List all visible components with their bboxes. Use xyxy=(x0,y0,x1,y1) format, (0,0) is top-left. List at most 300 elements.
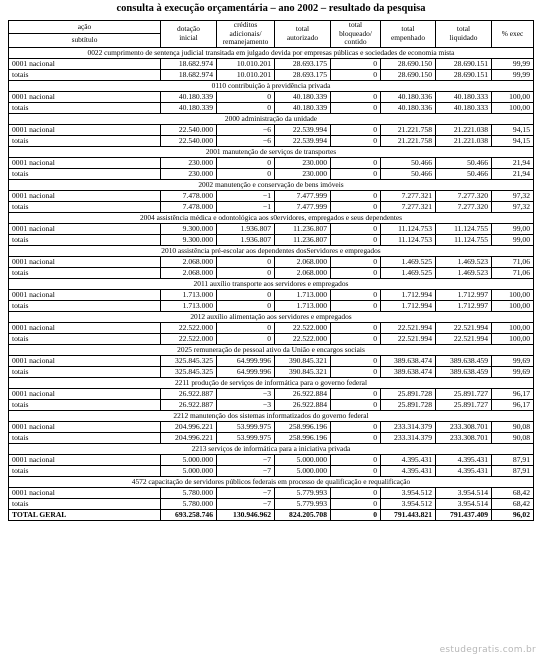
section-header-row xyxy=(9,113,534,124)
cell-dotacao: 5.780.000 xyxy=(161,487,217,498)
cell-bloqueado: 0 xyxy=(331,487,381,498)
section-header-row xyxy=(9,443,534,454)
section-header-row xyxy=(9,476,534,487)
cell-autorizado: 5.779.993 xyxy=(275,487,331,498)
table-row-nacional xyxy=(9,421,534,432)
cell-exec: 90,08 xyxy=(492,432,534,443)
table-row-totais xyxy=(9,333,534,344)
cell-subtitulo: 0001 nacional xyxy=(9,454,161,465)
cell-creditos: 1.936.807 xyxy=(217,223,275,234)
cell-exec: 97,32 xyxy=(492,201,534,212)
cell-autorizado: 824.205.708 xyxy=(275,509,331,520)
cell-bloqueado: 0 xyxy=(331,135,381,146)
cell-creditos: −7 xyxy=(217,465,275,476)
cell-bloqueado: 0 xyxy=(331,102,381,113)
cell-exec: 100,00 xyxy=(492,102,534,113)
cell-autorizado: 7.477.999 xyxy=(275,201,331,212)
cell-creditos: 10.010.201 xyxy=(217,58,275,69)
cell-liquidado: 25.891.727 xyxy=(436,388,492,399)
cell-dotacao: 5.000.000 xyxy=(161,454,217,465)
cell-subtitulo: 0001 nacional xyxy=(9,223,161,234)
cell-autorizado: 22.539.994 xyxy=(275,135,331,146)
cell-exec: 100,00 xyxy=(492,289,534,300)
cell-autorizado: 5.000.000 xyxy=(275,454,331,465)
table-row-nacional xyxy=(9,190,534,201)
table-row-nacional xyxy=(9,487,534,498)
header-empenhado: total empenhado xyxy=(381,21,436,48)
cell-subtitulo: totais xyxy=(9,135,161,146)
cell-dotacao: 230.000 xyxy=(161,157,217,168)
cell-dotacao: 5.000.000 xyxy=(161,465,217,476)
cell-creditos: 0 xyxy=(217,322,275,333)
table-row-nacional xyxy=(9,388,534,399)
cell-bloqueado: 0 xyxy=(331,124,381,135)
cell-bloqueado: 0 xyxy=(331,454,381,465)
cell-creditos: 0 xyxy=(217,333,275,344)
table-row-nacional xyxy=(9,355,534,366)
cell-subtitulo: 0001 nacional xyxy=(9,157,161,168)
cell-subtitulo: totais xyxy=(9,168,161,179)
section-acao-label: 2213 serviços de informática para a iniciativa privada xyxy=(9,443,534,454)
cell-dotacao: 230.000 xyxy=(161,168,217,179)
cell-creditos: 64.999.996 xyxy=(217,366,275,377)
cell-bloqueado: 0 xyxy=(331,498,381,509)
cell-liquidado: 7.277.320 xyxy=(436,190,492,201)
header-subtitulo: subtítulo xyxy=(9,34,161,47)
section-acao-label: 0022 cumprimento de sentença judicial transitada em julgado devida por empresas públicas e sociedades de economia mista xyxy=(9,47,534,58)
cell-empenhado: 22.521.994 xyxy=(381,333,436,344)
cell-subtitulo: totais xyxy=(9,432,161,443)
cell-bloqueado: 0 xyxy=(331,355,381,366)
section-header-row xyxy=(9,146,534,157)
cell-dotacao: 22.540.000 xyxy=(161,124,217,135)
cell-dotacao: 26.922.887 xyxy=(161,388,217,399)
cell-subtitulo: 0001 nacional xyxy=(9,91,161,102)
cell-exec: 99,69 xyxy=(492,355,534,366)
cell-subtitulo: 0001 nacional xyxy=(9,256,161,267)
cell-autorizado: 40.180.339 xyxy=(275,91,331,102)
cell-creditos: 53.999.975 xyxy=(217,421,275,432)
header-creditos: créditos adicionais/ remanejamento xyxy=(217,21,275,48)
cell-autorizado: 230.000 xyxy=(275,157,331,168)
section-header-row xyxy=(9,212,534,223)
cell-bloqueado: 0 xyxy=(331,432,381,443)
cell-bloqueado: 0 xyxy=(331,58,381,69)
cell-subtitulo: totais xyxy=(9,366,161,377)
cell-creditos: −7 xyxy=(217,454,275,465)
cell-exec: 21,94 xyxy=(492,157,534,168)
cell-autorizado: 2.068.000 xyxy=(275,256,331,267)
cell-exec: 96,02 xyxy=(492,509,534,520)
section-header-row xyxy=(9,410,534,421)
cell-exec: 97,32 xyxy=(492,190,534,201)
table-row-totais xyxy=(9,267,534,278)
section-acao-label: 2011 auxílio transporte aos servidores e empregados xyxy=(9,278,534,289)
cell-liquidado: 4.395.431 xyxy=(436,465,492,476)
section-acao-label: 2025 remuneração de pessoal ativo da União e encargos sociais xyxy=(9,344,534,355)
total-geral-row xyxy=(9,509,534,520)
cell-creditos: −1 xyxy=(217,201,275,212)
cell-creditos: −3 xyxy=(217,399,275,410)
cell-autorizado: 22.522.000 xyxy=(275,333,331,344)
cell-bloqueado: 0 xyxy=(331,69,381,80)
cell-exec: 100,00 xyxy=(492,91,534,102)
cell-creditos: −1 xyxy=(217,190,275,201)
cell-exec: 94,15 xyxy=(492,124,534,135)
cell-exec: 87,91 xyxy=(492,465,534,476)
cell-bloqueado: 0 xyxy=(331,399,381,410)
cell-autorizado: 390.845.321 xyxy=(275,366,331,377)
cell-empenhado: 3.954.512 xyxy=(381,487,436,498)
cell-empenhado: 233.314.379 xyxy=(381,421,436,432)
cell-creditos: −6 xyxy=(217,135,275,146)
cell-autorizado: 258.996.196 xyxy=(275,421,331,432)
cell-dotacao: 1.713.000 xyxy=(161,300,217,311)
cell-creditos: 0 xyxy=(217,91,275,102)
cell-subtitulo: 0001 nacional xyxy=(9,388,161,399)
section-acao-label: 2001 manutenção de serviços de transportes xyxy=(9,146,534,157)
cell-subtitulo: totais xyxy=(9,102,161,113)
section-acao-label: 2000 administração da unidade xyxy=(9,113,534,124)
cell-empenhado: 389.638.474 xyxy=(381,355,436,366)
table-body xyxy=(9,47,534,509)
cell-exec: 99,00 xyxy=(492,234,534,245)
table-row-nacional xyxy=(9,454,534,465)
cell-bloqueado: 0 xyxy=(331,157,381,168)
cell-liquidado: 4.395.431 xyxy=(436,454,492,465)
cell-dotacao: 204.996.221 xyxy=(161,421,217,432)
section-header-row xyxy=(9,344,534,355)
cell-dotacao: 40.180.339 xyxy=(161,102,217,113)
cell-autorizado: 26.922.884 xyxy=(275,388,331,399)
cell-empenhado: 4.395.431 xyxy=(381,454,436,465)
table-row-totais xyxy=(9,498,534,509)
cell-liquidado: 1.712.997 xyxy=(436,300,492,311)
watermark: estudegratis.com.br xyxy=(439,645,536,655)
cell-dotacao: 5.780.000 xyxy=(161,498,217,509)
cell-subtitulo: totais xyxy=(9,201,161,212)
cell-autorizado: 11.236.807 xyxy=(275,223,331,234)
cell-exec: 87,91 xyxy=(492,454,534,465)
section-acao-label: 2211 produção de serviços de informática para o governo federal xyxy=(9,377,534,388)
cell-empenhado: 11.124.753 xyxy=(381,234,436,245)
cell-dotacao: 40.180.339 xyxy=(161,91,217,102)
section-acao-label: 2002 manutenção e conservação de bens imóveis xyxy=(9,179,534,190)
cell-empenhado: 233.314.379 xyxy=(381,432,436,443)
header-liquidado: total liquidado xyxy=(436,21,492,48)
table-row-totais xyxy=(9,465,534,476)
cell-liquidado: 3.954.514 xyxy=(436,487,492,498)
header-dotacao: dotação inicial xyxy=(161,21,217,48)
table-row-totais xyxy=(9,69,534,80)
cell-subtitulo: 0001 nacional xyxy=(9,190,161,201)
cell-liquidado: 389.638.459 xyxy=(436,366,492,377)
cell-dotacao: 18.682.974 xyxy=(161,69,217,80)
cell-liquidado: 233.308.701 xyxy=(436,432,492,443)
section-header-row xyxy=(9,377,534,388)
cell-creditos: 0 xyxy=(217,289,275,300)
section-acao-label: 4572 capacitação de servidores públicos federais em processo de qualificação e requalificação xyxy=(9,476,534,487)
section-header-row xyxy=(9,80,534,91)
table-row-nacional xyxy=(9,223,534,234)
cell-exec: 99,69 xyxy=(492,366,534,377)
table-row-nacional xyxy=(9,289,534,300)
cell-subtitulo: totais xyxy=(9,300,161,311)
cell-liquidado: 28.690.151 xyxy=(436,58,492,69)
cell-creditos: −7 xyxy=(217,487,275,498)
cell-liquidado: 22.521.994 xyxy=(436,322,492,333)
table-row-totais xyxy=(9,135,534,146)
cell-empenhado: 7.277.321 xyxy=(381,201,436,212)
cell-autorizado: 28.693.175 xyxy=(275,58,331,69)
cell-creditos: 0 xyxy=(217,157,275,168)
cell-creditos: 130.946.962 xyxy=(217,509,275,520)
cell-liquidado: 21.221.038 xyxy=(436,135,492,146)
cell-dotacao: 26.922.887 xyxy=(161,399,217,410)
cell-empenhado: 4.395.431 xyxy=(381,465,436,476)
cell-subtitulo: totais xyxy=(9,465,161,476)
cell-autorizado: 390.845.321 xyxy=(275,355,331,366)
cell-bloqueado: 0 xyxy=(331,91,381,102)
cell-bloqueado: 0 xyxy=(331,190,381,201)
cell-exec: 99,99 xyxy=(492,58,534,69)
cell-exec: 100,00 xyxy=(492,333,534,344)
cell-exec: 68,42 xyxy=(492,487,534,498)
cell-autorizado: 1.713.000 xyxy=(275,300,331,311)
cell-creditos: 0 xyxy=(217,102,275,113)
cell-exec: 96,17 xyxy=(492,388,534,399)
header-autorizado: total autorizado xyxy=(275,21,331,48)
cell-bloqueado: 0 xyxy=(331,333,381,344)
cell-empenhado: 11.124.753 xyxy=(381,223,436,234)
table-row-nacional xyxy=(9,91,534,102)
cell-exec: 100,00 xyxy=(492,322,534,333)
cell-autorizado: 1.713.000 xyxy=(275,289,331,300)
section-header-row xyxy=(9,47,534,58)
cell-autorizado: 2.068.000 xyxy=(275,267,331,278)
cell-liquidado: 1.712.997 xyxy=(436,289,492,300)
cell-subtitulo: 0001 nacional xyxy=(9,421,161,432)
cell-dotacao: 693.258.746 xyxy=(161,509,217,520)
cell-empenhado: 40.180.336 xyxy=(381,91,436,102)
cell-bloqueado: 0 xyxy=(331,300,381,311)
table-row-totais xyxy=(9,102,534,113)
cell-bloqueado: 0 xyxy=(331,267,381,278)
cell-exec: 99,99 xyxy=(492,69,534,80)
cell-liquidado: 21.221.038 xyxy=(436,124,492,135)
cell-dotacao: 325.845.325 xyxy=(161,355,217,366)
cell-bloqueado: 0 xyxy=(331,366,381,377)
section-header-row xyxy=(9,278,534,289)
cell-empenhado: 1.712.994 xyxy=(381,289,436,300)
cell-autorizado: 5.779.993 xyxy=(275,498,331,509)
table-row-nacional xyxy=(9,124,534,135)
cell-liquidado: 389.638.459 xyxy=(436,355,492,366)
cell-bloqueado: 0 xyxy=(331,234,381,245)
cell-exec: 71,06 xyxy=(492,256,534,267)
cell-dotacao: 325.845.325 xyxy=(161,366,217,377)
cell-subtitulo: totais xyxy=(9,498,161,509)
cell-liquidado: 50.466 xyxy=(436,168,492,179)
cell-subtitulo: 0001 nacional xyxy=(9,487,161,498)
cell-autorizado: 230.000 xyxy=(275,168,331,179)
cell-creditos: 10.010.201 xyxy=(217,69,275,80)
cell-subtitulo: 0001 nacional xyxy=(9,289,161,300)
table-row-nacional xyxy=(9,322,534,333)
cell-dotacao: 22.522.000 xyxy=(161,333,217,344)
cell-bloqueado: 0 xyxy=(331,465,381,476)
cell-creditos: 0 xyxy=(217,300,275,311)
cell-dotacao: 7.478.000 xyxy=(161,201,217,212)
table-row-totais xyxy=(9,234,534,245)
section-header-row xyxy=(9,311,534,322)
cell-creditos: 0 xyxy=(217,267,275,278)
cell-empenhado: 22.521.994 xyxy=(381,322,436,333)
cell-liquidado: 791.437.409 xyxy=(436,509,492,520)
cell-creditos: 53.999.975 xyxy=(217,432,275,443)
cell-liquidado: 22.521.994 xyxy=(436,333,492,344)
cell-dotacao: 204.996.221 xyxy=(161,432,217,443)
cell-empenhado: 3.954.512 xyxy=(381,498,436,509)
cell-dotacao: 1.713.000 xyxy=(161,289,217,300)
cell-creditos: 1.936.807 xyxy=(217,234,275,245)
cell-empenhado: 50.466 xyxy=(381,157,436,168)
cell-autorizado: 11.236.807 xyxy=(275,234,331,245)
section-acao-label: 2004 assistência médica e odontológica aos s0ervidores, empregados e seus dependentes xyxy=(9,212,534,223)
cell-creditos: −6 xyxy=(217,124,275,135)
header-exec: % exec xyxy=(492,21,534,48)
cell-empenhado: 28.690.150 xyxy=(381,69,436,80)
cell-dotacao: 9.300.000 xyxy=(161,234,217,245)
cell-autorizado: 26.922.884 xyxy=(275,399,331,410)
cell-subtitulo: totais xyxy=(9,267,161,278)
cell-autorizado: 40.180.339 xyxy=(275,102,331,113)
cell-liquidado: 25.891.727 xyxy=(436,399,492,410)
cell-liquidado: 40.180.333 xyxy=(436,91,492,102)
cell-subtitulo: totais xyxy=(9,399,161,410)
cell-bloqueado: 0 xyxy=(331,388,381,399)
cell-subtitulo: totais xyxy=(9,69,161,80)
section-acao-label: 0110 contribuição à previdência privada xyxy=(9,80,534,91)
cell-empenhado: 389.638.474 xyxy=(381,366,436,377)
cell-liquidado: 11.124.755 xyxy=(436,234,492,245)
cell-empenhado: 21.221.758 xyxy=(381,135,436,146)
cell-empenhado: 1.712.994 xyxy=(381,300,436,311)
cell-liquidado: 1.469.523 xyxy=(436,256,492,267)
cell-exec: 21,94 xyxy=(492,168,534,179)
cell-autorizado: 7.477.999 xyxy=(275,190,331,201)
cell-empenhado: 791.443.821 xyxy=(381,509,436,520)
cell-autorizado: 22.522.000 xyxy=(275,322,331,333)
cell-bloqueado: 0 xyxy=(331,322,381,333)
cell-exec: 71,06 xyxy=(492,267,534,278)
cell-dotacao: 2.068.000 xyxy=(161,267,217,278)
cell-autorizado: 28.693.175 xyxy=(275,69,331,80)
cell-liquidado: 50.466 xyxy=(436,157,492,168)
cell-bloqueado: 0 xyxy=(331,421,381,432)
total-geral-label: TOTAL GERAL xyxy=(9,509,161,520)
table-row-nacional xyxy=(9,58,534,69)
cell-liquidado: 3.954.514 xyxy=(436,498,492,509)
cell-liquidado: 11.124.755 xyxy=(436,223,492,234)
cell-exec: 100,00 xyxy=(492,300,534,311)
page-title: consulta à execução orçamentária – ano 2002 – resultado da pesquisa xyxy=(116,3,426,14)
cell-empenhado: 40.180.336 xyxy=(381,102,436,113)
cell-bloqueado: 0 xyxy=(331,168,381,179)
cell-empenhado: 25.891.728 xyxy=(381,388,436,399)
cell-empenhado: 25.891.728 xyxy=(381,399,436,410)
table-row-totais xyxy=(9,432,534,443)
cell-exec: 94,15 xyxy=(492,135,534,146)
cell-dotacao: 2.068.000 xyxy=(161,256,217,267)
cell-dotacao: 9.300.000 xyxy=(161,223,217,234)
cell-dotacao: 22.522.000 xyxy=(161,322,217,333)
table-header xyxy=(9,21,534,48)
cell-creditos: 64.999.996 xyxy=(217,355,275,366)
table-row-totais xyxy=(9,300,534,311)
cell-empenhado: 1.469.525 xyxy=(381,267,436,278)
cell-bloqueado: 0 xyxy=(331,289,381,300)
table-row-totais xyxy=(9,201,534,212)
section-header-row xyxy=(9,245,534,256)
cell-empenhado: 1.469.525 xyxy=(381,256,436,267)
table-row-totais xyxy=(9,366,534,377)
cell-exec: 68,42 xyxy=(492,498,534,509)
cell-bloqueado: 0 xyxy=(331,509,381,520)
cell-subtitulo: 0001 nacional xyxy=(9,58,161,69)
cell-dotacao: 18.682.974 xyxy=(161,58,217,69)
cell-subtitulo: 0001 nacional xyxy=(9,322,161,333)
cell-empenhado: 21.221.758 xyxy=(381,124,436,135)
cell-subtitulo: 0001 nacional xyxy=(9,124,161,135)
cell-dotacao: 7.478.000 xyxy=(161,190,217,201)
budget-table xyxy=(8,20,534,521)
section-acao-label: 2212 manutenção dos sistemas informatizados do governo federal xyxy=(9,410,534,421)
header-acao: ação xyxy=(9,21,161,34)
cell-creditos: 0 xyxy=(217,168,275,179)
cell-empenhado: 7.277.321 xyxy=(381,190,436,201)
cell-bloqueado: 0 xyxy=(331,256,381,267)
cell-liquidado: 40.180.333 xyxy=(436,102,492,113)
cell-autorizado: 258.996.196 xyxy=(275,432,331,443)
table-row-totais xyxy=(9,399,534,410)
header-bloqueado: total bloqueado/ contido xyxy=(331,21,381,48)
cell-liquidado: 233.308.701 xyxy=(436,421,492,432)
cell-exec: 99,00 xyxy=(492,223,534,234)
cell-liquidado: 28.690.151 xyxy=(436,69,492,80)
cell-creditos: −7 xyxy=(217,498,275,509)
cell-exec: 96,17 xyxy=(492,399,534,410)
cell-liquidado: 7.277.320 xyxy=(436,201,492,212)
cell-subtitulo: totais xyxy=(9,333,161,344)
cell-empenhado: 28.690.150 xyxy=(381,58,436,69)
cell-bloqueado: 0 xyxy=(331,223,381,234)
cell-liquidado: 1.469.523 xyxy=(436,267,492,278)
cell-creditos: 0 xyxy=(217,256,275,267)
cell-empenhado: 50.466 xyxy=(381,168,436,179)
cell-exec: 90,08 xyxy=(492,421,534,432)
table-row-nacional xyxy=(9,256,534,267)
cell-dotacao: 22.540.000 xyxy=(161,135,217,146)
cell-autorizado: 22.539.994 xyxy=(275,124,331,135)
cell-subtitulo: 0001 nacional xyxy=(9,355,161,366)
section-acao-label: 2012 auxílio alimentação aos servidores e empregados xyxy=(9,311,534,322)
cell-creditos: −3 xyxy=(217,388,275,399)
section-header-row xyxy=(9,179,534,190)
table-row-nacional xyxy=(9,157,534,168)
cell-bloqueado: 0 xyxy=(331,201,381,212)
section-acao-label: 2010 assistência pré-escolar aos dependentes dosServidores e empregados xyxy=(9,245,534,256)
